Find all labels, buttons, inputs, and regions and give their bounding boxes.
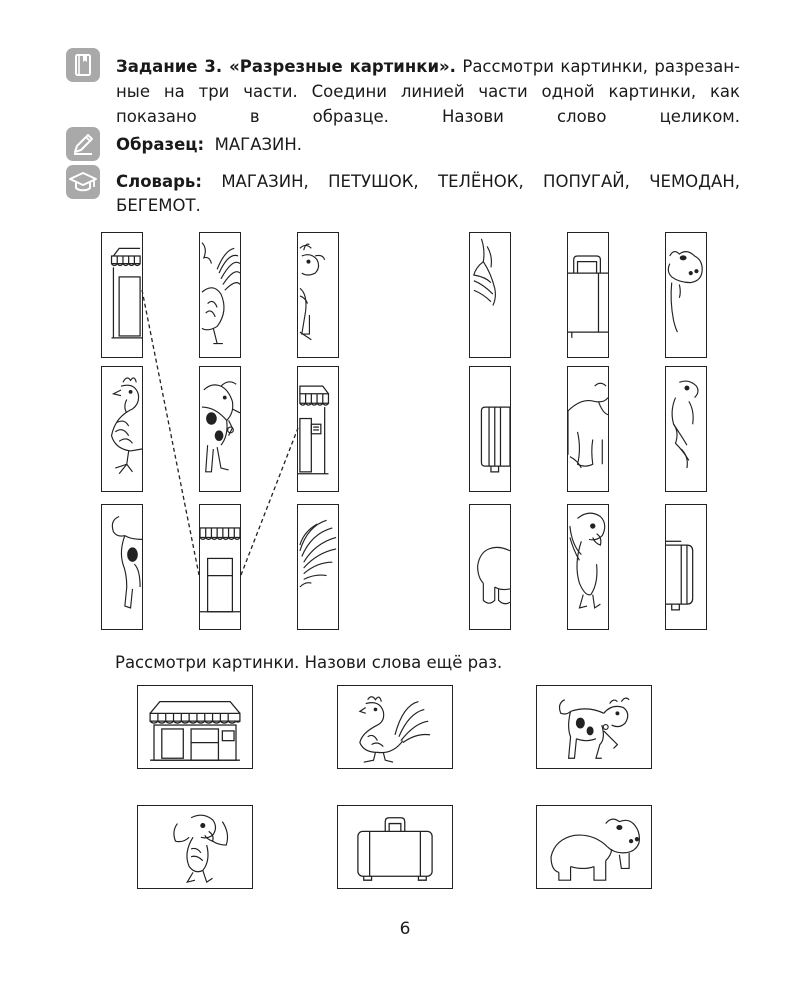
dictionary-words: МАГАЗИН, ПЕТУШОК, ТЕЛЁНОК, ПОПУГАЙ, ЧЕМОДАН, — [221, 172, 740, 191]
page-number: 6 — [399, 919, 411, 939]
review-instruction: Рассмотри картинки. Назови слова ещё раз. — [115, 653, 503, 672]
dictionary-line-2: БЕГЕМОТ. — [116, 196, 201, 215]
dictionary-label: Словарь: — [116, 172, 202, 191]
strip-suitcase-right[interactable] — [665, 504, 707, 630]
task-line-2: ные на три части. Соедини линией части одной картинки, как — [116, 82, 740, 101]
task-line-1-text: Рассмотри картинки, разрезан- — [462, 57, 741, 76]
strip-rooster-left[interactable] — [101, 366, 143, 492]
card-parrot — [137, 805, 253, 889]
strip-rooster-right[interactable] — [297, 504, 339, 630]
task-line-1 — [116, 55, 740, 79]
strip-hippo-left[interactable] — [469, 504, 511, 630]
strip-suitcase-middle[interactable] — [567, 232, 609, 358]
card-calf — [536, 685, 652, 769]
strip-calf-middle[interactable] — [199, 366, 241, 492]
card-suitcase — [337, 805, 453, 889]
task-title: Задание 3. «Разрезные картинки». — [116, 57, 456, 76]
sample-line — [116, 133, 740, 157]
card-rooster — [337, 685, 453, 769]
task-line-3: показано в образце. Назови слово целиком. — [116, 107, 740, 126]
sample-value: МАГАЗИН. — [214, 135, 303, 154]
strip-calf-right[interactable] — [297, 232, 339, 358]
strip-hippo-middle[interactable] — [567, 366, 609, 492]
strip-parrot-middle[interactable] — [567, 504, 609, 630]
strip-suitcase-left[interactable] — [469, 366, 511, 492]
card-hippo — [536, 805, 652, 889]
graduation-cap-icon — [66, 165, 100, 199]
strip-hippo-right[interactable] — [665, 232, 707, 358]
strip-rooster-middle[interactable] — [199, 232, 241, 358]
card-shop — [137, 685, 253, 769]
sample-label: Образец: — [116, 135, 205, 154]
strip-calf-left[interactable] — [101, 504, 143, 630]
strip-parrot-left[interactable] — [665, 366, 707, 492]
strip-shop-left[interactable] — [101, 232, 143, 358]
strip-shop-right[interactable] — [297, 366, 339, 492]
dictionary-line-1 — [116, 170, 740, 194]
strip-shop-middle[interactable] — [199, 504, 241, 630]
strip-parrot-right[interactable] — [469, 232, 511, 358]
pencil-icon — [66, 127, 100, 161]
book-icon — [66, 48, 100, 82]
